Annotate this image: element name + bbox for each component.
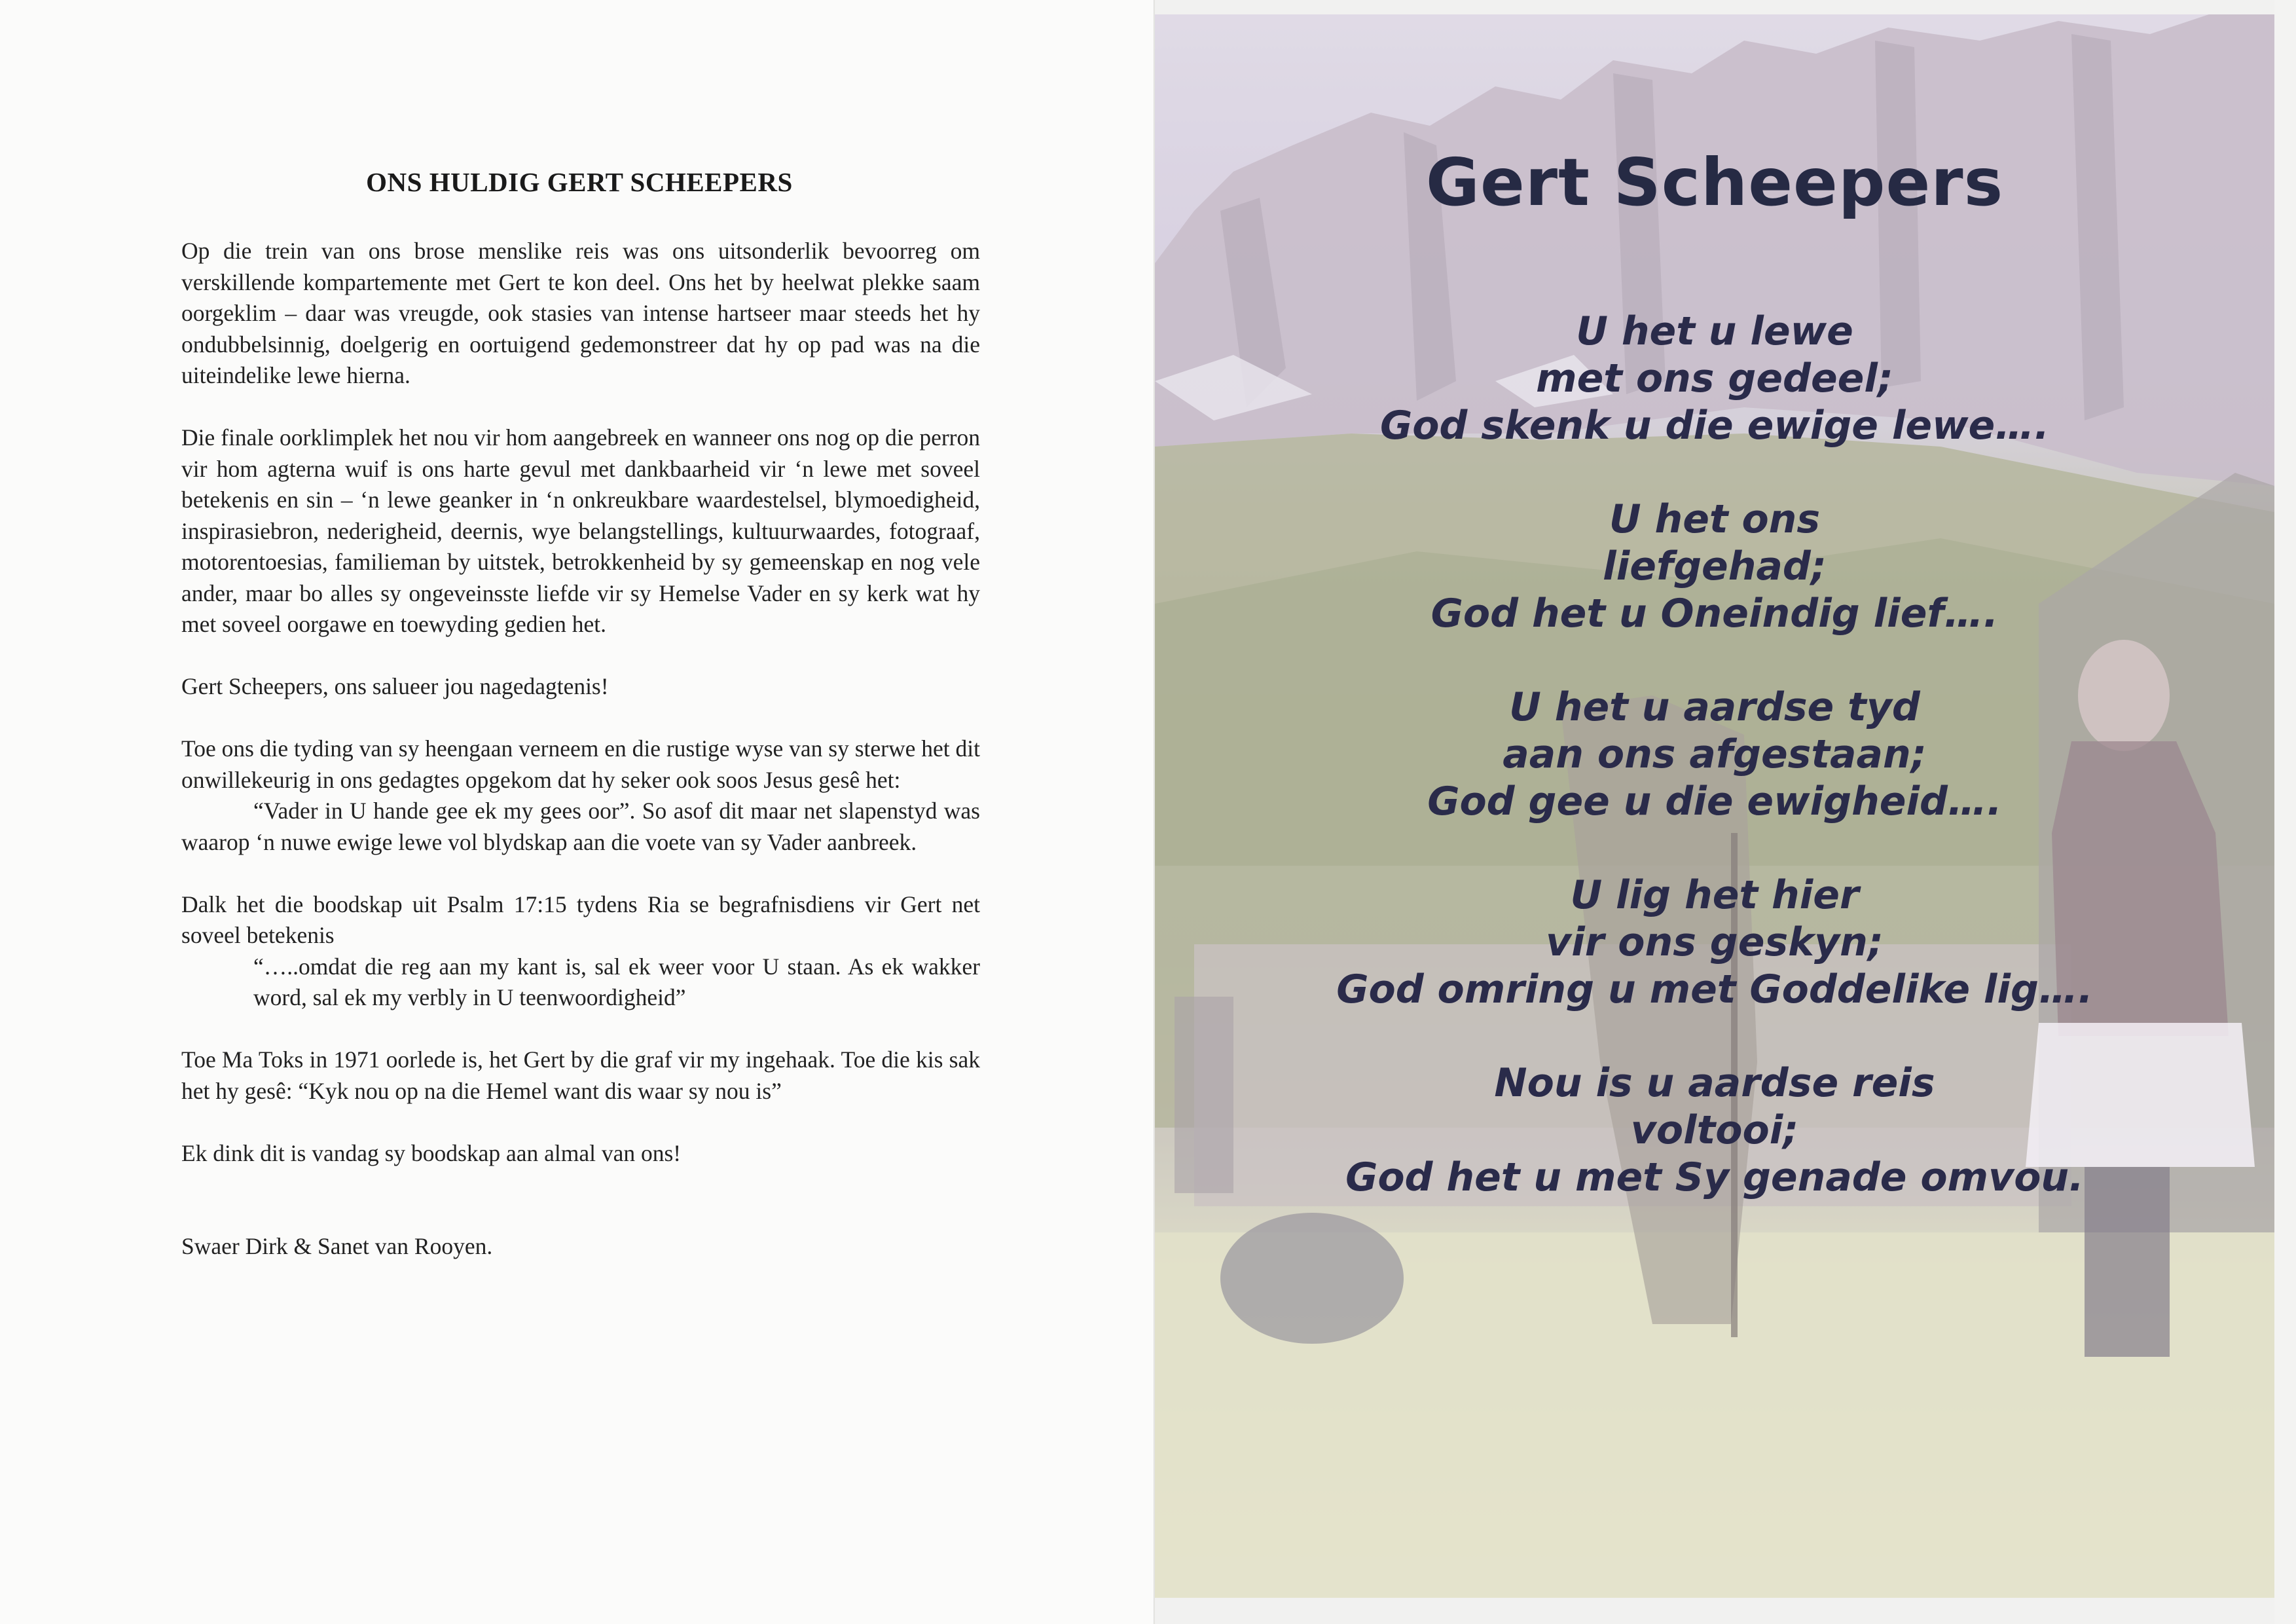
paragraph-1: Op die trein van ons brose menslike reis was ons uitsonderlik bevoorreg om verskillende kompartemente met Gert te kon deel. Ons het by heelwat plekke saam oorgeklim – daar was vreugde, ook stasies van intense hartseer maar steeds het hy ondubbelsinnig, doelgerig en oortuigend gedemonstreer dat hy op pad was na die uiteindelike lewe hierna. xyxy=(181,238,980,388)
stanza-3 xyxy=(1155,684,2274,825)
psalm-quote: “…..omdat die reg aan my kant is, sal ek weer voor U staan. As ek wakker word, sal ek my verbly in U teenwoordigheid” xyxy=(253,953,980,1010)
scan-margin xyxy=(2274,0,2296,1624)
paragraph-6: Dalk het die boodskap uit Psalm 17:15 tydens Ria se begrafnisdiens vir Gert net soveel betekenis xyxy=(181,891,980,948)
name-title: Gert Scheepers xyxy=(1425,144,2004,221)
tribute-title: ONS HULDIG GERT SCHEEPERS xyxy=(366,167,793,197)
poem-line: God gee u die ewigheid…. xyxy=(1427,779,2002,824)
poem xyxy=(1155,308,2274,1247)
stanza-1 xyxy=(1155,308,2274,449)
stanza-2 xyxy=(1155,496,2274,637)
stanza-4 xyxy=(1155,872,2274,1013)
paragraph-5-quote: “Vader in U hande gee ek my gees oor”. So asof dit maar net slapenstyd was waarop ‘n nuwe ewige lewe vol blydskap aan die voete van sy Vader aanbreek. xyxy=(181,798,980,855)
poem-line: Nou is u aardse reis xyxy=(1494,1060,1935,1106)
stanza-5 xyxy=(1155,1060,2274,1201)
paragraph-3: Gert Scheepers, ons salueer jou nagedagtenis! xyxy=(181,673,609,699)
paragraph-4: Toe ons die tyding van sy heengaan verneem en die rustige wyse van sy sterwe het dit onwillekeurig in ons gedagtes opgekom dat hy seker ook soos Jesus gesê het: xyxy=(181,735,980,793)
paragraph-9: Ek dink dit is vandag sy boodskap aan almal van ons! xyxy=(181,1139,682,1166)
poem-line: liefgehad; xyxy=(1603,544,1827,589)
poem-line: vir ons geskyn; xyxy=(1546,919,1884,965)
paragraph-8: Toe Ma Toks in 1971 oorlede is, het Gert by die graf vir my ingehaak. Toe die kis sak het hy gesê: “Kyk nou op na die Hemel want dis waar sy nou is” xyxy=(181,1046,980,1104)
right-page xyxy=(1155,14,2274,1598)
poem-line: met ons gedeel; xyxy=(1536,356,1893,401)
poem-line: U het ons xyxy=(1609,496,1821,542)
poem-line: God omring u met Goddelike lig…. xyxy=(1336,967,2093,1012)
poem-line: God het u met Sy genade omvou. xyxy=(1345,1154,2084,1200)
signature: Swaer Dirk & Sanet van Rooyen. xyxy=(181,1233,493,1259)
poem-line: U lig het hier xyxy=(1570,872,1859,918)
poem-line: U het u lewe xyxy=(1576,308,1853,354)
poem-line: God skenk u die ewige lewe…. xyxy=(1379,403,2050,449)
poem-line: God het u Oneindig lief…. xyxy=(1430,591,1999,637)
poem-line: aan ons afgestaan; xyxy=(1503,731,1927,777)
tribute-body xyxy=(181,236,980,1293)
paragraph-2: Die finale oorklimplek het nou vir hom aangebreek en wanneer ons nog op die perron vir hom agterna wuif is ons harte gevul met dankbaarheid vir ‘n lewe met soveel betekenis en sin – ‘n lewe geanker in ‘n onkreukbare waardestelsel, blymoedigheid, inspirasiebron, nederigheid, deernis, wye belangstellings, kultuurwaardes, fotograaf, motorentoesias, familieman by uitstek, betrokkenheid by sy gemeenskap en nog vele ander, maar bo alles sy ongeveinsste liefde vir sy Hemelse Vader en sy kerk wat hy met soveel oorgawe en toewyding gedien het. xyxy=(181,424,980,637)
poem-line: U het u aardse tyd xyxy=(1509,684,1920,730)
poem-line: voltooi; xyxy=(1630,1107,1799,1153)
